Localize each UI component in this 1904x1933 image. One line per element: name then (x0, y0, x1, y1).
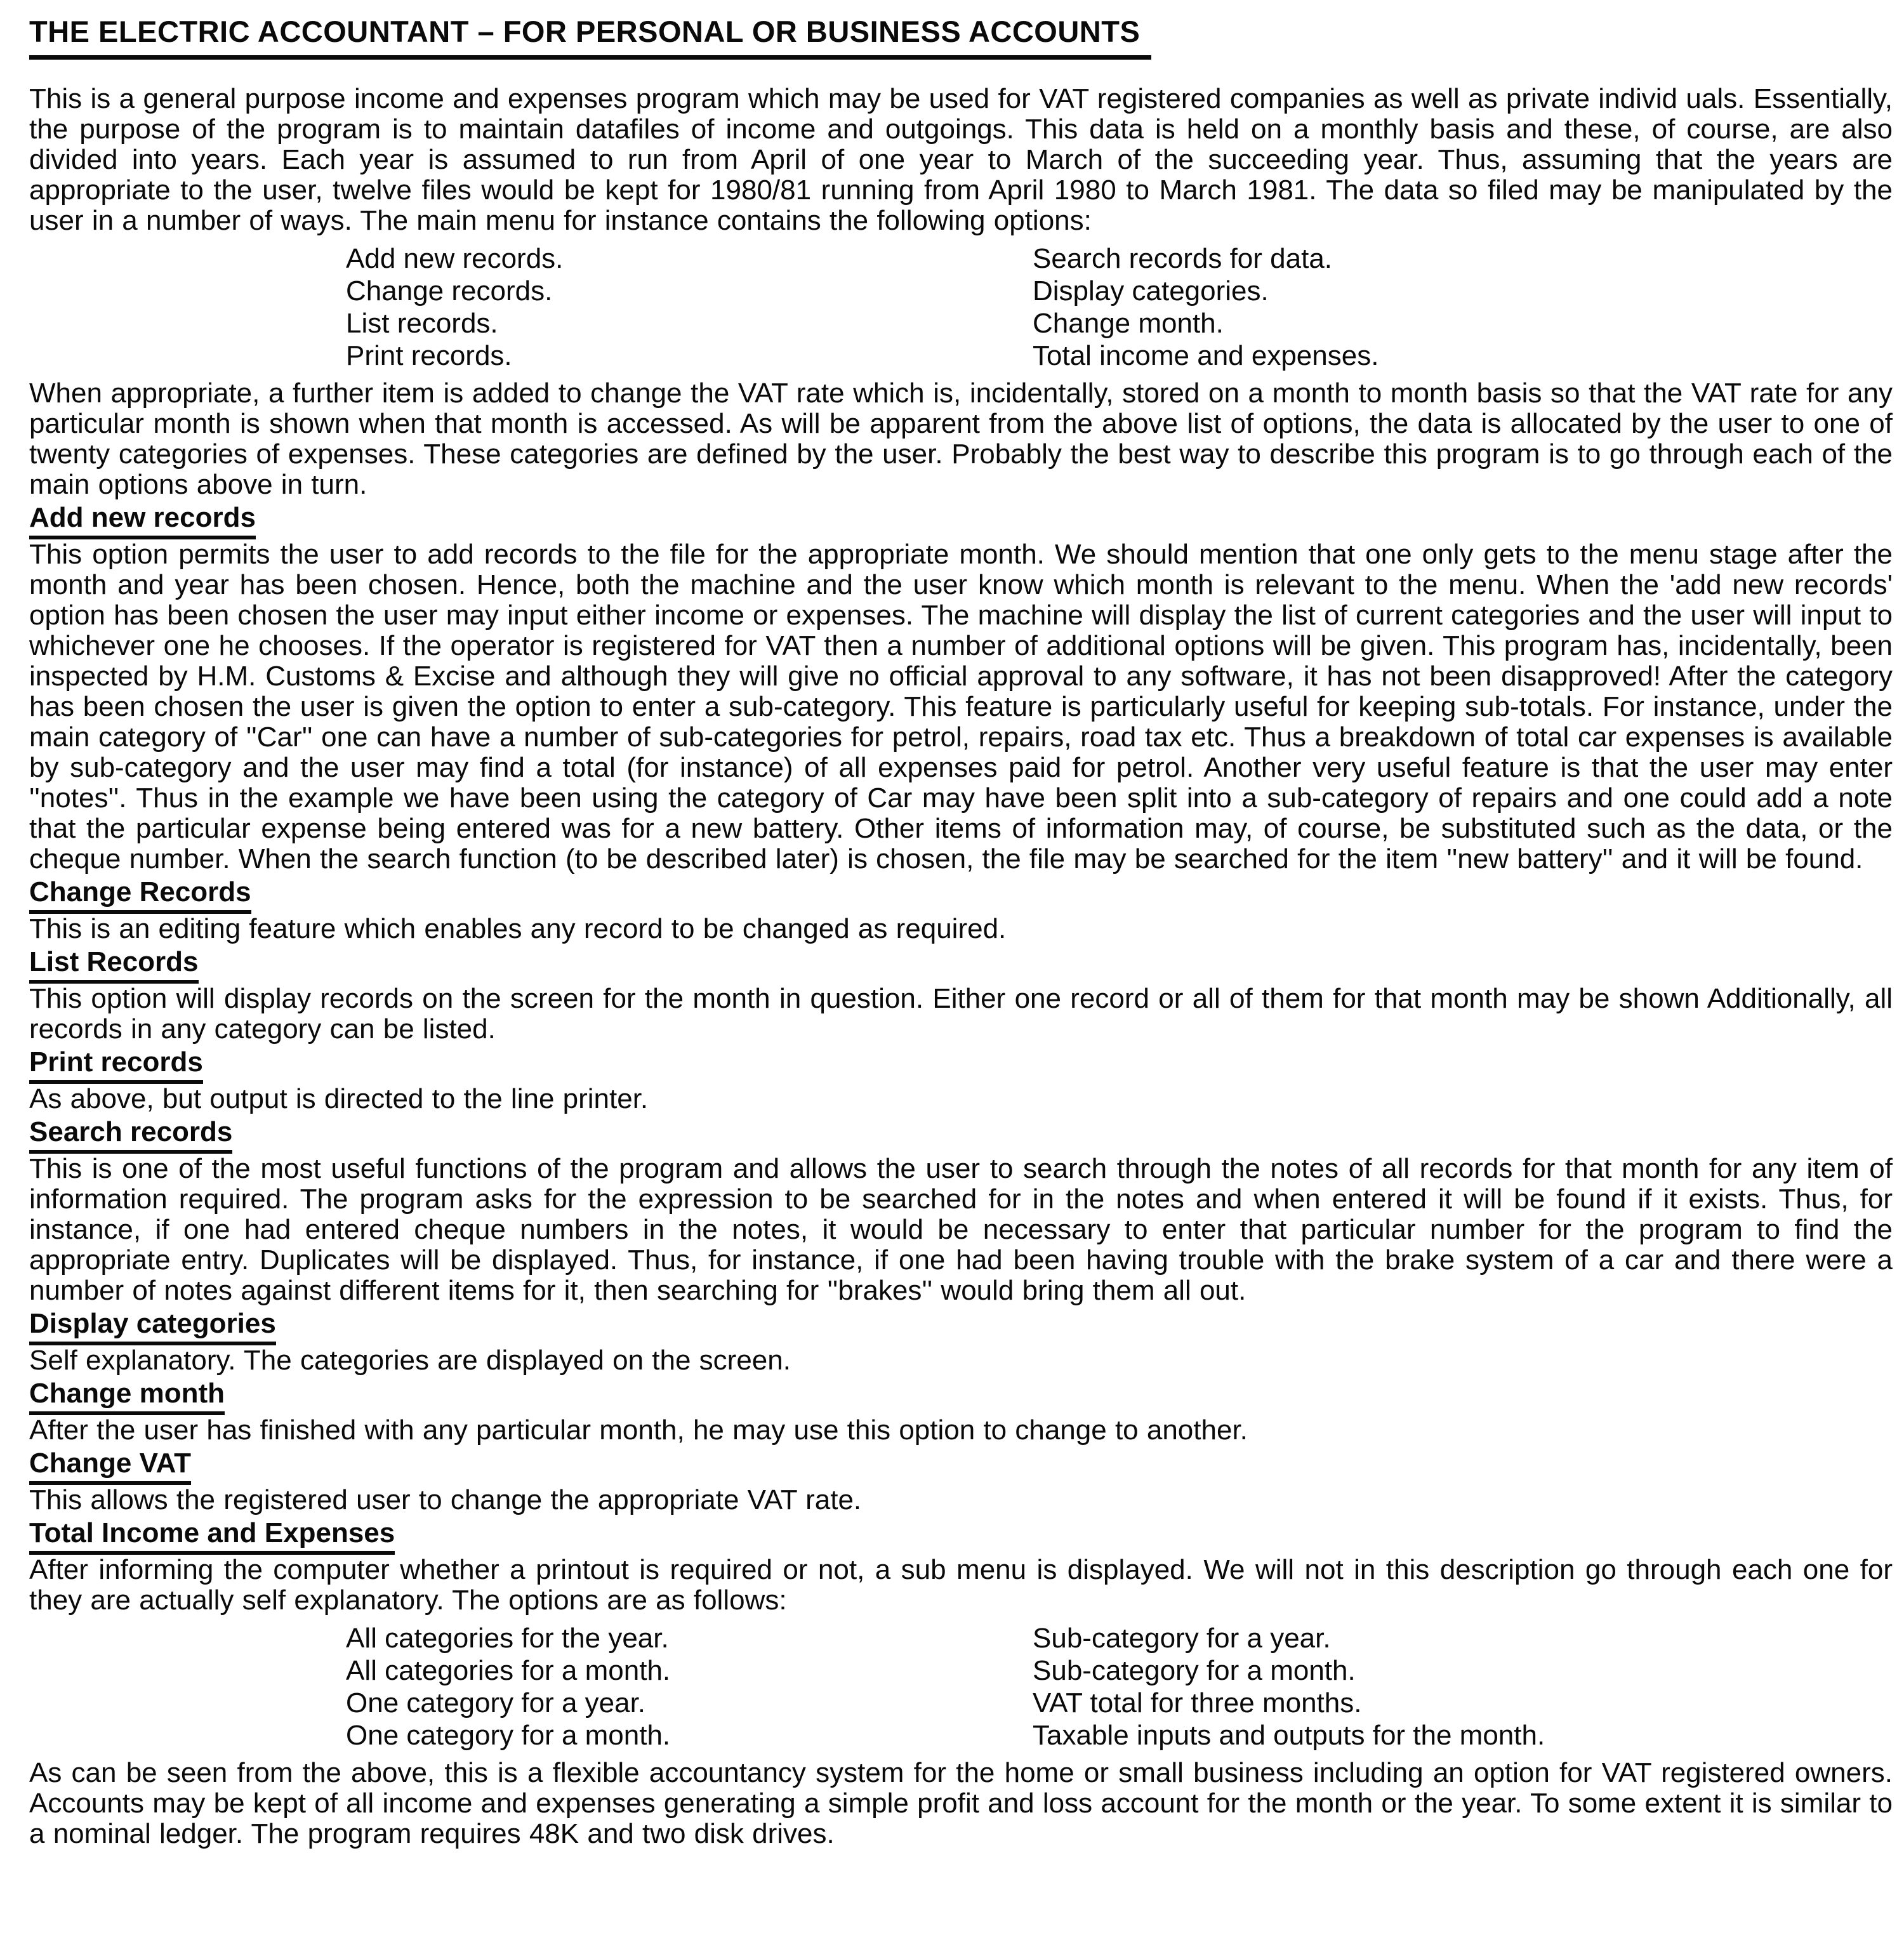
menu-item-total-income-expenses: Total income and expenses. (1033, 340, 1379, 371)
menu-item-change-month: Change month. (1033, 308, 1224, 339)
sub-menu-row (346, 1719, 1893, 1752)
section-heading-label: Print records (29, 1046, 203, 1084)
section-heading-label: Display categories (29, 1307, 276, 1345)
section-heading-display-categories (29, 1307, 1893, 1345)
menu-item-list-records: List records. (346, 308, 498, 339)
section-heading-change-month (29, 1377, 1893, 1415)
sub-menu-row (346, 1622, 1893, 1654)
sub-menu-item-all-categories-month: All categories for a month. (346, 1655, 671, 1686)
section-heading-total-income-expenses (29, 1517, 1893, 1555)
section-heading-print-records (29, 1046, 1893, 1084)
section-body-list-records: This option will display records on the screen for the month in question. Either one record or all of them for that month may be shown Additionally, all records in any category can be listed. (29, 983, 1893, 1045)
sub-menu-item-vat-total-three-months: VAT total for three months. (1033, 1687, 1362, 1719)
page-title-text: THE ELECTRIC ACCOUNTANT – FOR PERSONAL OR BUSINESS ACCOUNTS (29, 14, 1151, 60)
section-body-change-month: After the user has finished with any particular month, he may use this option to change to another. (29, 1415, 1248, 1446)
sub-menu-row (346, 1654, 1893, 1687)
section-body-print-records: As above, but output is directed to the line printer. (29, 1083, 649, 1114)
sub-menu-row (346, 1687, 1893, 1719)
section-body-display-categories: Self explanatory. The categories are displayed on the screen. (29, 1345, 791, 1376)
menu-item-search-records: Search records for data. (1033, 243, 1333, 274)
section-heading-label: Search records (29, 1116, 232, 1154)
menu-item-print-records: Print records. (346, 340, 512, 371)
main-menu-row (346, 307, 1893, 340)
section-heading-add-new-records (29, 501, 1893, 539)
closing-paragraph: As can be seen from the above, this is a flexible accountancy system for the home or small business including an option for VAT registered owners. Accounts may be kept of all income and expenses generating a simple profit and loss account for the month or the year. To some extent it is similar to a nominal ledger. The program requires 48K and two disk drives. (29, 1757, 1893, 1849)
menu-item-change-records: Change records. (346, 275, 553, 307)
totals-sub-menu-list (346, 1622, 1893, 1752)
sub-menu-item-all-categories-year: All categories for the year. (346, 1623, 669, 1654)
sub-menu-item-sub-category-year: Sub-category for a year. (1033, 1623, 1331, 1654)
sub-menu-item-one-category-year: One category for a year. (346, 1687, 646, 1719)
menu-item-add-new-records: Add new records. (346, 243, 564, 274)
section-heading-label: Total Income and Expenses (29, 1517, 395, 1555)
section-body-change-records: This is an editing feature which enables any record to be changed as required. (29, 913, 1007, 944)
main-menu-list (346, 242, 1893, 372)
section-heading-label: List Records (29, 946, 199, 984)
section-heading-change-records (29, 876, 1893, 914)
section-heading-label: Change Records (29, 876, 251, 914)
sub-menu-item-sub-category-month: Sub-category for a month. (1033, 1655, 1356, 1686)
section-heading-label: Change month (29, 1377, 225, 1415)
main-menu-row (346, 340, 1893, 372)
menu-item-display-categories: Display categories. (1033, 275, 1269, 307)
main-menu-row (346, 275, 1893, 307)
intro-paragraph: This is a general purpose income and expenses program which may be used for VAT registered companies as well as private individ uals. Essentially, the purpose of the program is to maintain datafiles of income and outgoings. This data is held on a monthly basis and these, of course, are also divided into years. Each year is assumed to run from April of one year to March of the succeeding year. Thus, assuming that the years are appropriate to the user, twelve files would be kept for 1980/81 running from April 1980 to March 1981. The data so filed may be manipulated by the user in a number of ways. The main menu for instance contains the following options: (29, 83, 1893, 236)
page-title (29, 14, 1893, 60)
section-body-total-income-expenses: After informing the computer whether a printout is required or not, a sub menu is displayed. We will not in this description go through each one for they are actually self explanatory. The options are as follows: (29, 1554, 1893, 1616)
section-body-change-vat: This allows the registered user to change the appropriate VAT rate. (29, 1484, 862, 1515)
sub-menu-item-one-category-month: One category for a month. (346, 1720, 671, 1751)
main-menu-row (346, 242, 1893, 275)
section-body-search-records: This is one of the most useful functions of the program and allows the user to search through the notes of all records for that month for any item of information required. The program asks for the expression to be searched for in the notes and when entered it will be found if it exists. Thus, for instance, if one had entered cheque numbers in the notes, it would be necessary to enter that particular number for the program to find the appropriate entry. Duplicates will be displayed. Thus, for instance, if one had been having trouble with the brake system of a car and there were a number of notes against different items for it, then searching for ''brakes'' would bring them all out. (29, 1153, 1893, 1306)
sub-menu-item-taxable-inputs-outputs: Taxable inputs and outputs for the month. (1033, 1720, 1545, 1751)
section-heading-search-records (29, 1116, 1893, 1154)
section-heading-label: Change VAT (29, 1447, 191, 1485)
section-heading-list-records (29, 946, 1893, 984)
section-heading-label: Add new records (29, 501, 256, 539)
vat-rate-paragraph: When appropriate, a further item is added to change the VAT rate which is, incidentally, stored on a month to month basis so that the VAT rate for any particular month is shown when that month is accessed. As will be apparent from the above list of options, the data is allocated by the user to one of twenty categories of expenses. These categories are defined by the user. Probably the best way to describe this program is to go through each of the main options above in turn. (29, 378, 1893, 500)
section-heading-change-vat (29, 1447, 1893, 1485)
section-body-add-new-records: This option permits the user to add records to the file for the appropriate month. We should mention that one only gets to the menu stage after the month and year has been chosen. Hence, both the machine and the user know which month is relevant to the menu. When the 'add new records' option has been chosen the user may input either income or expenses. The machine will display the list of current categories and the user will input to whichever one he chooses. If the operator is registered for VAT then a number of additional options will be given. This program has, incidentally, been inspected by H.M. Customs & Excise and although they will give no official approval to any software, it has not been disapproved! After the category has been chosen the user is given the option to enter a sub-category. This feature is particularly useful for keeping sub-totals. For instance, under the main category of ''Car'' one can have a number of sub-categories for petrol, repairs, road tax etc. Thus a breakdown of total car expenses is available by sub-category and the user may find a total (for instance) of all expenses paid for petrol. Another very useful feature is that the user may enter ''notes''. Thus in the example we have been using the category of Car may have been split into a sub-category of repairs and one could add a note that the particular expense being entered was for a new battery. Other items of information may, of course, be substituted such as the data, or the cheque number. When the search function (to be described later) is chosen, the file may be searched for the item ''new battery'' and it will be found. (29, 539, 1893, 874)
